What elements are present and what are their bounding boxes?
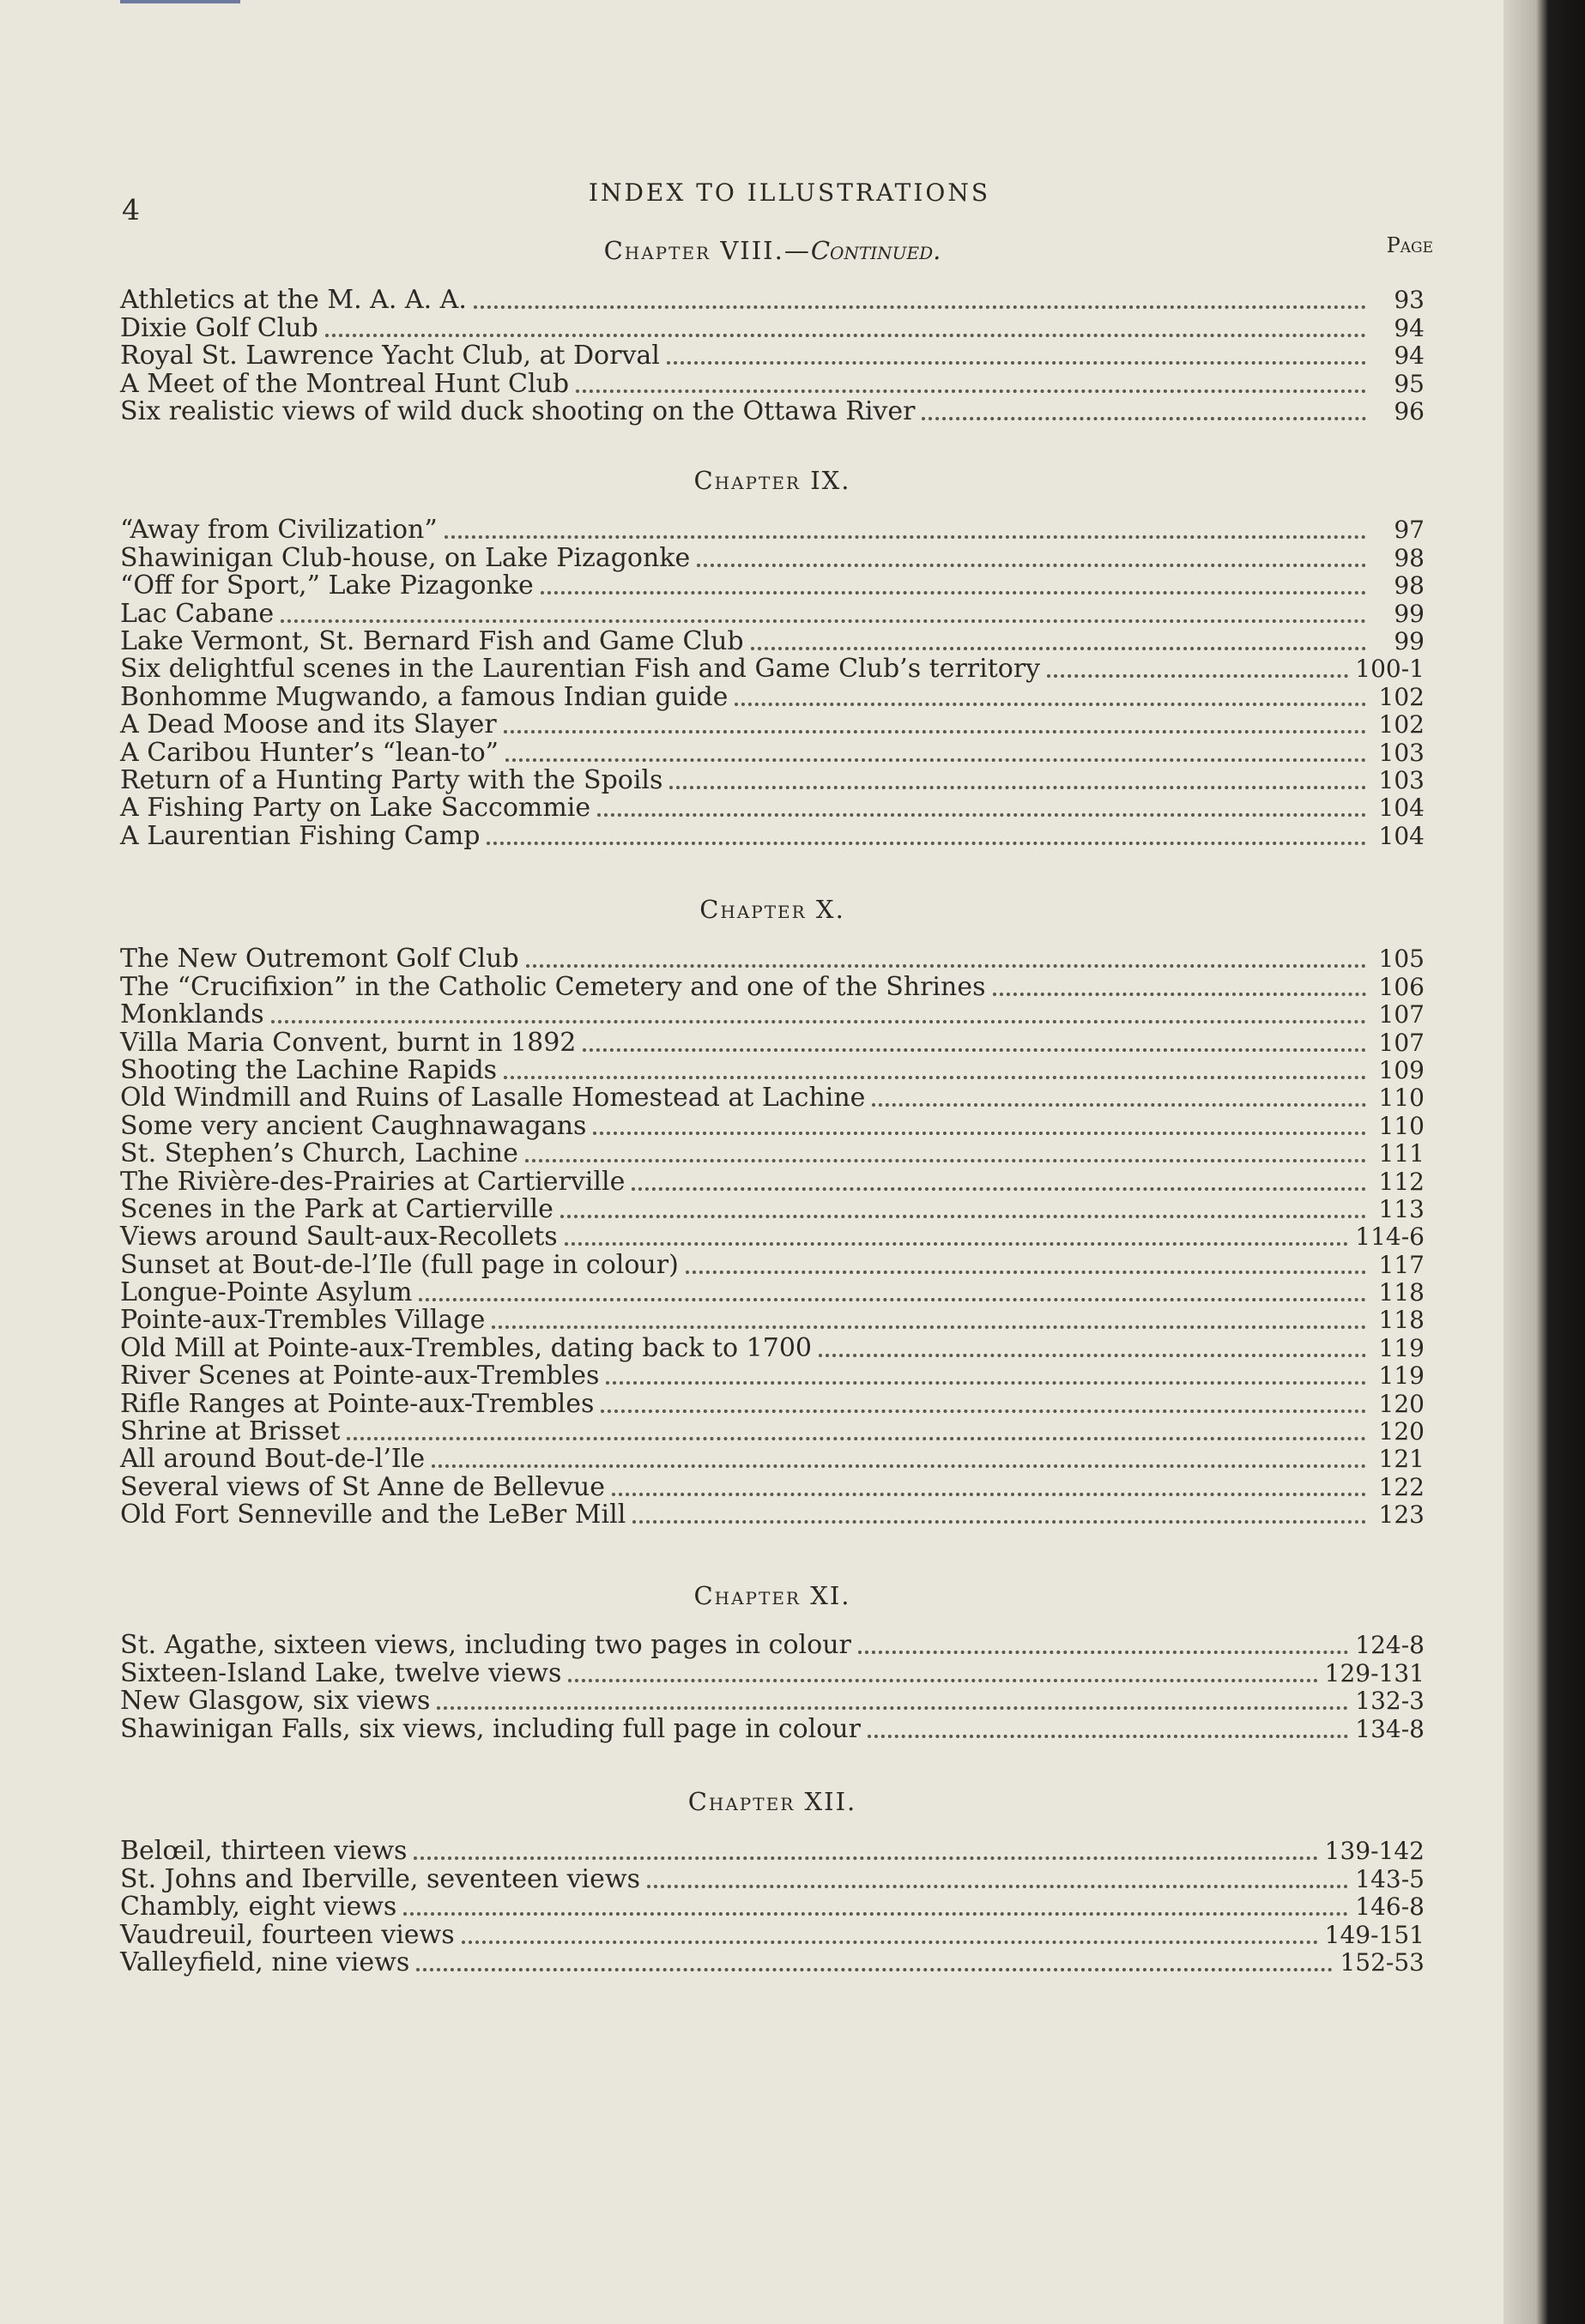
entry-title: Sunset at Bout-de-l’Ile (full page in colour) bbox=[120, 1249, 679, 1280]
entry-page: 103 bbox=[1378, 765, 1425, 794]
entry-page: 96 bbox=[1394, 396, 1425, 426]
leader-dots bbox=[686, 1271, 1366, 1274]
entry-title: A Meet of the Montreal Hunt Club bbox=[120, 368, 570, 399]
entry-title: “Away from Civilization” bbox=[120, 515, 438, 546]
entry-page: 94 bbox=[1394, 341, 1425, 371]
entry-title: Old Mill at Pointe-aux-Trembles, dating back to 1700 bbox=[120, 1332, 812, 1363]
entry-title: Six delightful scenes in the Laurentian Fish and Game Club’s territory bbox=[120, 654, 1041, 685]
leader-dots bbox=[560, 1215, 1366, 1218]
entry-page: 110 bbox=[1378, 1111, 1425, 1140]
leader-dots bbox=[437, 1706, 1348, 1710]
index-entry bbox=[120, 1029, 1425, 1056]
entry-page: 114-6 bbox=[1355, 1222, 1425, 1252]
leader-dots bbox=[868, 1735, 1348, 1738]
index-entry bbox=[120, 395, 1425, 426]
entry-title: Old Windmill and Ruins of Lasalle Homestead at Lachine bbox=[120, 1083, 866, 1114]
entry-page: 103 bbox=[1378, 738, 1425, 767]
index-entry bbox=[120, 711, 1425, 739]
entry-title: Shrine at Brisset bbox=[120, 1416, 341, 1447]
entry-title: All around Bout-de-l’Ile bbox=[120, 1444, 426, 1475]
chapter-heading bbox=[120, 233, 1425, 268]
leader-dots bbox=[735, 703, 1366, 706]
entry-title: Sixteen-Island Lake, twelve views bbox=[120, 1657, 562, 1688]
leader-dots bbox=[462, 1941, 1318, 1944]
entry-title: The Rivière-des-Prairies at Cartierville bbox=[120, 1166, 626, 1197]
leader-dots bbox=[922, 417, 1366, 420]
entry-page: 124-8 bbox=[1355, 1631, 1425, 1660]
leader-dots bbox=[526, 964, 1366, 968]
entry-page: 129-131 bbox=[1324, 1658, 1425, 1687]
index-entry bbox=[120, 1865, 1425, 1892]
entry-title: Vaudreuil, fourteen views bbox=[120, 1919, 455, 1950]
index-entry bbox=[120, 655, 1425, 683]
index-entry bbox=[120, 1473, 1425, 1500]
chapter-section bbox=[120, 1579, 1425, 1743]
entry-page: 105 bbox=[1378, 945, 1425, 974]
entry-title: A Dead Moose and its Slayer bbox=[120, 709, 497, 740]
scan-page-edge bbox=[1503, 0, 1585, 2324]
entry-page: 107 bbox=[1378, 1000, 1425, 1029]
entry-page: 111 bbox=[1378, 1139, 1425, 1168]
entry-page: 106 bbox=[1378, 972, 1425, 1001]
entry-title: Royal St. Lawrence Yacht Club, at Dorval bbox=[120, 341, 660, 371]
entry-title: Longue-Pointe Asylum bbox=[120, 1277, 413, 1308]
leader-dots bbox=[697, 564, 1366, 567]
index-entry bbox=[120, 1112, 1425, 1139]
index-entry bbox=[120, 1140, 1425, 1168]
entry-page: 152-53 bbox=[1340, 1947, 1425, 1977]
page-number: 4 bbox=[122, 193, 140, 226]
entry-title: Shawinigan Falls, six views, including full page in colour bbox=[120, 1713, 861, 1744]
entry-title: Some very ancient Caughnawagans bbox=[120, 1110, 587, 1141]
entry-page: 146-8 bbox=[1355, 1892, 1425, 1922]
leader-dots bbox=[593, 1132, 1366, 1135]
entry-page: 119 bbox=[1378, 1361, 1425, 1391]
leader-dots bbox=[281, 619, 1366, 623]
entry-title: Belœil, thirteen views bbox=[120, 1836, 408, 1867]
entry-title: St. Johns and Iberville, seventeen views bbox=[120, 1863, 640, 1894]
leader-dots bbox=[504, 730, 1366, 733]
entry-title: Shawinigan Club-house, on Lake Pizagonke bbox=[120, 542, 691, 573]
leader-dots bbox=[583, 1048, 1366, 1052]
entry-title: Lake Vermont, St. Bernard Fish and Game Club bbox=[120, 625, 744, 656]
entry-page: 104 bbox=[1378, 794, 1425, 823]
entry-page: 109 bbox=[1378, 1055, 1425, 1084]
index-entry bbox=[120, 1084, 1425, 1112]
entry-page: 102 bbox=[1378, 710, 1425, 739]
index-entry bbox=[120, 1418, 1425, 1446]
leader-dots bbox=[669, 786, 1366, 789]
leader-dots bbox=[432, 1464, 1366, 1468]
leader-dots bbox=[525, 1159, 1366, 1162]
leader-dots bbox=[1047, 674, 1348, 678]
running-head: INDEX TO ILLUSTRATIONS bbox=[588, 178, 991, 207]
chapter-section bbox=[120, 1784, 1425, 1977]
entry-title: Return of a Hunting Party with the Spoils bbox=[120, 764, 663, 795]
index-entry bbox=[120, 1362, 1425, 1390]
index-entry bbox=[120, 1838, 1425, 1865]
entry-page: 98 bbox=[1394, 543, 1425, 572]
index-entry bbox=[120, 1251, 1425, 1278]
entry-page: 99 bbox=[1394, 599, 1425, 628]
index-entry bbox=[120, 1501, 1425, 1529]
index-entry bbox=[120, 1687, 1425, 1715]
leader-dots bbox=[416, 1968, 1333, 1971]
index-entry bbox=[120, 370, 1425, 397]
index-entry bbox=[120, 572, 1425, 600]
index-entry bbox=[120, 945, 1425, 973]
leader-dots bbox=[271, 1020, 1366, 1023]
index-entry bbox=[120, 1001, 1425, 1029]
index-entry bbox=[120, 1715, 1425, 1742]
entry-title: Six realistic views of wild duck shooting on the Ottawa River bbox=[120, 395, 916, 426]
chapter-heading: Chapter XI. bbox=[693, 1581, 851, 1610]
entry-page: 95 bbox=[1394, 369, 1425, 398]
entry-page: 120 bbox=[1378, 1417, 1425, 1446]
leader-dots bbox=[568, 1679, 1317, 1682]
entry-page: 118 bbox=[1378, 1278, 1425, 1307]
entry-title: A Caribou Hunter’s “lean-to” bbox=[120, 737, 499, 768]
index-entry bbox=[120, 1390, 1425, 1417]
entry-page: 123 bbox=[1378, 1500, 1425, 1530]
leader-dots bbox=[612, 1493, 1366, 1496]
entry-page: 98 bbox=[1394, 571, 1425, 601]
entry-page: 143-5 bbox=[1355, 1864, 1425, 1893]
leader-dots bbox=[647, 1885, 1348, 1888]
entry-page: 121 bbox=[1378, 1445, 1425, 1474]
index-entry bbox=[120, 1168, 1425, 1195]
chapter-heading: Chapter X. bbox=[699, 895, 845, 924]
leader-dots bbox=[474, 305, 1366, 309]
entry-title: Villa Maria Convent, burnt in 1892 bbox=[120, 1027, 577, 1058]
chapter-section bbox=[120, 463, 1425, 850]
index-entry bbox=[120, 1193, 1425, 1224]
entry-page: 117 bbox=[1378, 1250, 1425, 1279]
entry-title: The “Crucifixion” in the Catholic Cemetery and one of the Shrines bbox=[120, 971, 986, 1002]
entry-title: The New Outremont Golf Club bbox=[120, 944, 519, 975]
leader-dots bbox=[504, 1076, 1366, 1079]
top-rule bbox=[120, 0, 240, 3]
entry-title: New Glasgow, six views bbox=[120, 1686, 431, 1717]
index-entry bbox=[120, 625, 1425, 656]
entry-page: 119 bbox=[1378, 1333, 1425, 1362]
chapter-heading-continued: Continued. bbox=[810, 236, 941, 265]
leader-dots bbox=[872, 1103, 1366, 1107]
leader-dots bbox=[541, 591, 1366, 595]
entry-page: 102 bbox=[1378, 682, 1425, 711]
entry-page: 134-8 bbox=[1355, 1714, 1425, 1743]
leader-dots bbox=[858, 1651, 1348, 1654]
leader-dots bbox=[487, 842, 1366, 845]
index-entry bbox=[120, 822, 1425, 849]
entry-title: St. Agathe, sixteen views, including two pages in colour bbox=[120, 1630, 851, 1661]
entry-title: Valleyfield, nine views bbox=[120, 1947, 410, 1977]
entry-page: 99 bbox=[1394, 626, 1425, 655]
chapter-heading: Chapter XII. bbox=[687, 1787, 857, 1816]
leader-dots bbox=[492, 1325, 1366, 1329]
leader-dots bbox=[347, 1437, 1366, 1440]
index-entry bbox=[120, 600, 1425, 627]
entry-page: 149-151 bbox=[1324, 1920, 1425, 1949]
leader-dots bbox=[606, 1381, 1366, 1385]
leader-dots bbox=[597, 813, 1366, 817]
entry-page: 118 bbox=[1378, 1306, 1425, 1335]
leader-dots bbox=[667, 361, 1366, 365]
entry-page: 97 bbox=[1394, 516, 1425, 545]
entry-page: 139-142 bbox=[1324, 1837, 1425, 1866]
index-entry bbox=[120, 314, 1425, 341]
index-entry bbox=[120, 1659, 1425, 1687]
index-entry bbox=[120, 1893, 1425, 1921]
index-entry bbox=[120, 342, 1425, 370]
chapter-section bbox=[120, 233, 1433, 426]
leader-dots bbox=[403, 1912, 1348, 1916]
entry-page: 132-3 bbox=[1355, 1687, 1425, 1716]
leader-dots bbox=[419, 1298, 1366, 1301]
entry-title: Lac Cabane bbox=[120, 598, 275, 629]
entry-page: 120 bbox=[1378, 1389, 1425, 1418]
leader-dots bbox=[993, 993, 1367, 996]
index-entry bbox=[120, 1949, 1425, 1977]
index-entry bbox=[120, 1446, 1425, 1473]
entry-title: Dixie Golf Club bbox=[120, 312, 318, 343]
index-entry bbox=[120, 516, 1425, 544]
index-entry bbox=[120, 764, 1425, 795]
leader-dots bbox=[325, 334, 1366, 337]
page-column-label: Page bbox=[1386, 233, 1433, 257]
index-entry bbox=[120, 1921, 1425, 1948]
entry-title: Old Fort Senneville and the LeBer Mill bbox=[120, 1500, 626, 1530]
entry-title: Chambly, eight views bbox=[120, 1892, 397, 1923]
index-entry bbox=[120, 287, 1425, 314]
entry-title: Scenes in the Park at Cartierville bbox=[120, 1193, 554, 1224]
index-entry bbox=[120, 794, 1425, 822]
leader-dots bbox=[601, 1409, 1366, 1413]
leader-dots bbox=[565, 1242, 1349, 1246]
entry-page: 113 bbox=[1378, 1194, 1425, 1223]
leader-dots bbox=[576, 389, 1366, 393]
entry-title: Athletics at the M. A. A. A. bbox=[120, 285, 467, 316]
entry-title: Views around Sault-aux-Recollets bbox=[120, 1222, 558, 1253]
entry-title: A Laurentian Fishing Camp bbox=[120, 820, 481, 851]
entry-page: 94 bbox=[1394, 313, 1425, 342]
index-entry bbox=[120, 1307, 1425, 1334]
entry-page: 104 bbox=[1378, 821, 1425, 850]
entry-page: 100-1 bbox=[1355, 655, 1425, 684]
leader-dots bbox=[414, 1856, 1317, 1860]
entry-title: A Fishing Party on Lake Saccommie bbox=[120, 793, 591, 824]
entry-title: Shooting the Lachine Rapids bbox=[120, 1054, 498, 1085]
index-entry bbox=[120, 1334, 1425, 1361]
index-entry bbox=[120, 544, 1425, 571]
leader-dots bbox=[751, 647, 1366, 650]
entry-title: Bonhomme Mugwando, a famous Indian guide bbox=[120, 681, 729, 712]
leader-dots bbox=[632, 1187, 1366, 1191]
leader-dots bbox=[819, 1354, 1366, 1357]
index-entry bbox=[120, 1632, 1425, 1659]
index-entry bbox=[120, 1279, 1425, 1307]
index-entry bbox=[120, 683, 1425, 710]
index-entry bbox=[120, 1054, 1425, 1085]
index-entry bbox=[120, 1223, 1425, 1251]
entry-title: River Scenes at Pointe-aux-Trembles bbox=[120, 1361, 600, 1391]
entry-title: St. Stephen’s Church, Lachine bbox=[120, 1138, 518, 1169]
entry-title: Monklands bbox=[120, 999, 264, 1030]
entry-title: Several views of St Anne de Bellevue bbox=[120, 1471, 605, 1502]
entry-page: 107 bbox=[1378, 1028, 1425, 1057]
chapter-heading: Chapter IX. bbox=[693, 466, 851, 495]
entry-page: 112 bbox=[1378, 1167, 1425, 1196]
entry-page: 110 bbox=[1378, 1084, 1425, 1113]
index-entry bbox=[120, 739, 1425, 766]
index-entry bbox=[120, 973, 1425, 1000]
leader-dots bbox=[505, 758, 1366, 762]
chapter-section bbox=[120, 892, 1425, 1529]
entry-title: “Off for Sport,” Lake Pizagonke bbox=[120, 570, 534, 601]
index-page bbox=[120, 172, 1459, 2265]
chapter-heading-text: Chapter VIII.— bbox=[603, 236, 811, 265]
entry-title: Pointe-aux-Trembles Village bbox=[120, 1305, 486, 1336]
entry-page: 122 bbox=[1378, 1472, 1425, 1501]
entry-title: Rifle Ranges at Pointe-aux-Trembles bbox=[120, 1388, 595, 1419]
leader-dots bbox=[445, 535, 1366, 539]
entry-page: 93 bbox=[1394, 286, 1425, 315]
leader-dots bbox=[632, 1520, 1366, 1524]
